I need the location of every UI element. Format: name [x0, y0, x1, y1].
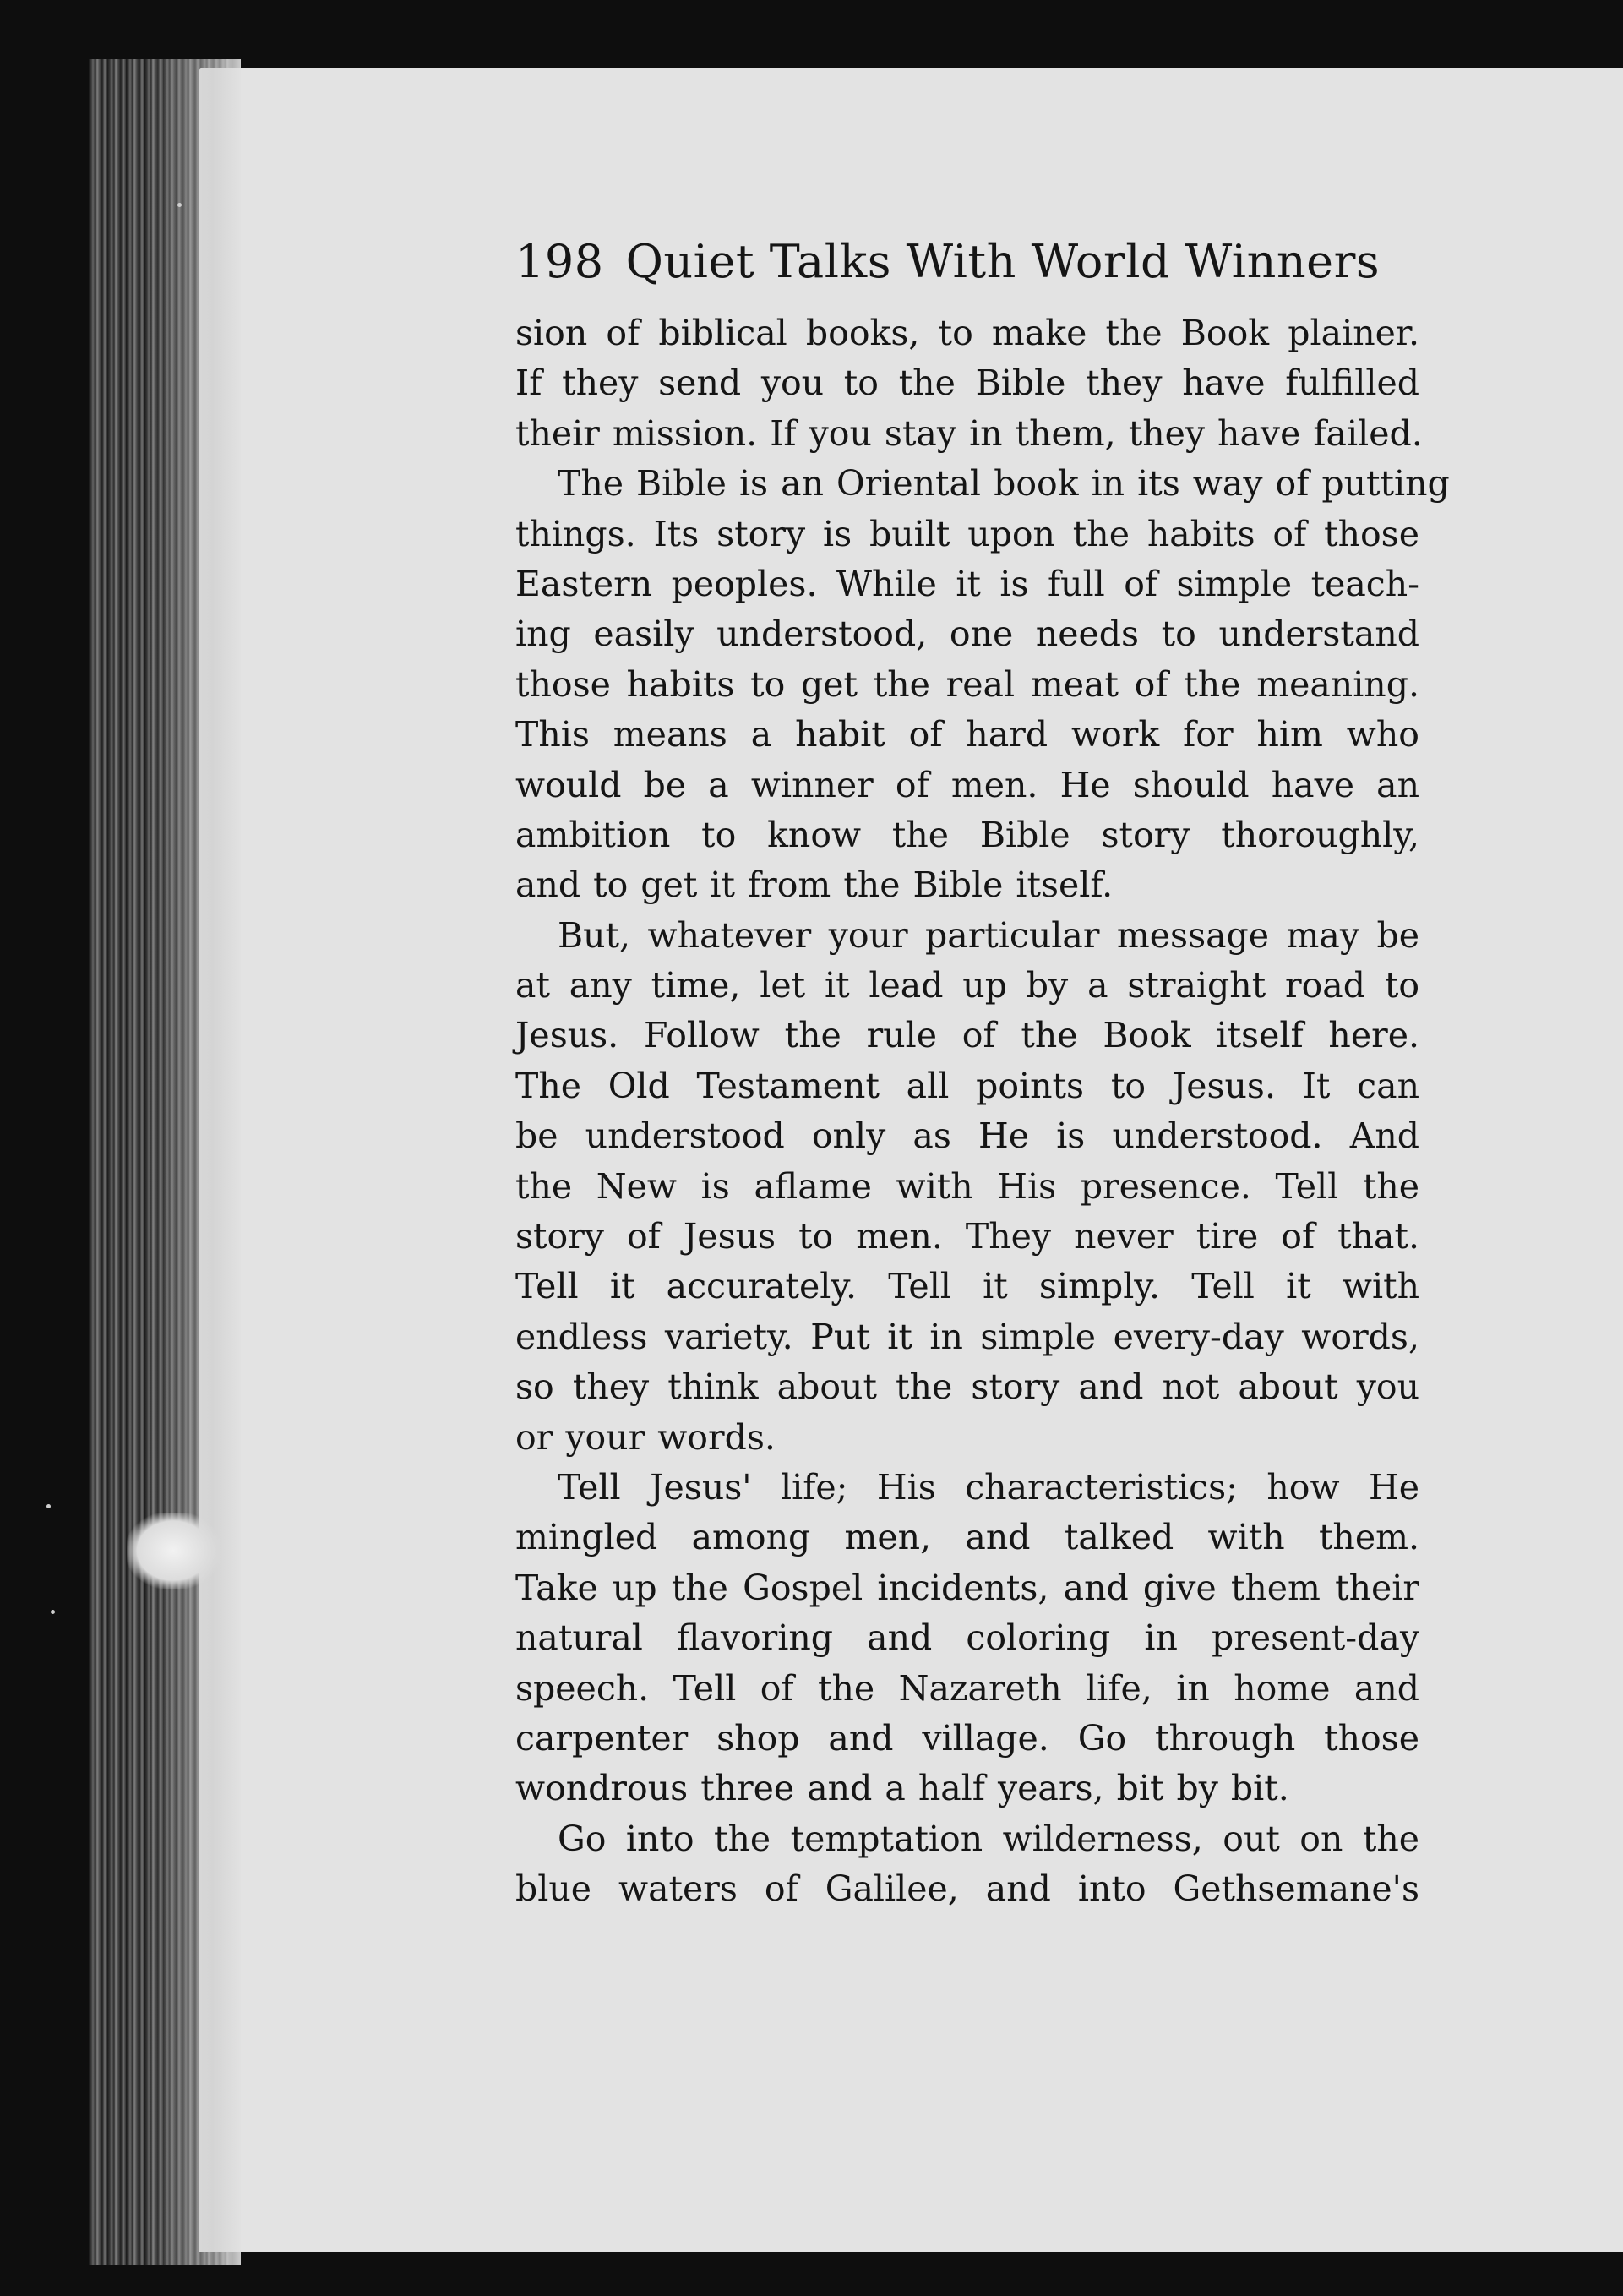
text-line: Tell it accurately. Tell it simply. Tell it with: [515, 1266, 1419, 1307]
text-line: the New is aflame with His presence. Tell the: [515, 1165, 1419, 1207]
text-line: mingled among men, and talked with them.: [515, 1517, 1419, 1558]
paper-tear-mark: [127, 1513, 220, 1589]
gutter-shadow: [148, 59, 241, 2265]
text-line: endless variety. Put it in simple every-day words,: [515, 1316, 1419, 1357]
text-line: ambition to know the Bible story thoroughly,: [515, 814, 1419, 855]
text-line: This means a habit of hard work for him who: [515, 714, 1419, 755]
text-line: The Bible is an Oriental book in its way of putting: [558, 463, 1450, 504]
text-line: The Old Testament all points to Jesus. It can: [515, 1065, 1419, 1106]
text-line: carpenter shop and village. Go through those: [515, 1717, 1419, 1759]
text-line: ing easily understood, one needs to understand: [515, 614, 1419, 655]
text-line: Tell Jesus' life; His characteristics; how He: [558, 1466, 1419, 1508]
page-text-block: [515, 232, 1450, 1915]
text-line: wondrous three and a half years, bit by bit.: [515, 1768, 1289, 1809]
text-line: Take up the Gospel incidents, and give them their: [515, 1567, 1419, 1608]
text-line: sion of biblical books, to make the Book plainer.: [515, 313, 1419, 353]
dust-speck: [177, 203, 182, 207]
text-line: things. Its story is built upon the habits of those: [515, 513, 1419, 554]
dust-speck: [46, 1504, 51, 1508]
text-line: But, whatever your particular message may be: [558, 914, 1419, 956]
text-line: speech. Tell of the Nazareth life, in home and: [515, 1667, 1419, 1709]
text-line: their mission. If you stay in them, they have failed.: [515, 412, 1423, 454]
text-line: Go into the temptation wilderness, out on the: [558, 1818, 1419, 1859]
body-text: [515, 308, 1450, 1915]
text-line: those habits to get the real meat of the meaning.: [515, 663, 1419, 705]
text-line: be understood only as He is understood. And: [515, 1115, 1419, 1157]
dust-speck: [51, 1610, 55, 1614]
text-line: and to get it from the Bible itself.: [515, 864, 1114, 906]
text-line: blue waters of Galilee, and into Gethsemane's: [515, 1868, 1419, 1910]
text-line: natural flavoring and coloring in present-day: [515, 1617, 1419, 1659]
text-line: at any time, let it lead up by a straight road to: [515, 965, 1419, 1006]
text-line: If they send you to the Bible they have fulfilled: [515, 363, 1419, 404]
running-title: Quiet Talks With World Winners: [625, 235, 1381, 288]
text-line: or your words.: [515, 1416, 776, 1458]
text-line: so they think about the story and not about you: [515, 1366, 1419, 1408]
text-line: Eastern peoples. While it is full of simple teach-: [515, 563, 1419, 604]
text-line: would be a winner of men. He should have an: [515, 764, 1419, 805]
text-line: Jesus. Follow the rule of the Book itself here.: [515, 1015, 1419, 1056]
text-line: story of Jesus to men. They never tire of that.: [515, 1216, 1419, 1257]
running-header: [515, 232, 1419, 308]
page-number: 198: [515, 235, 604, 288]
